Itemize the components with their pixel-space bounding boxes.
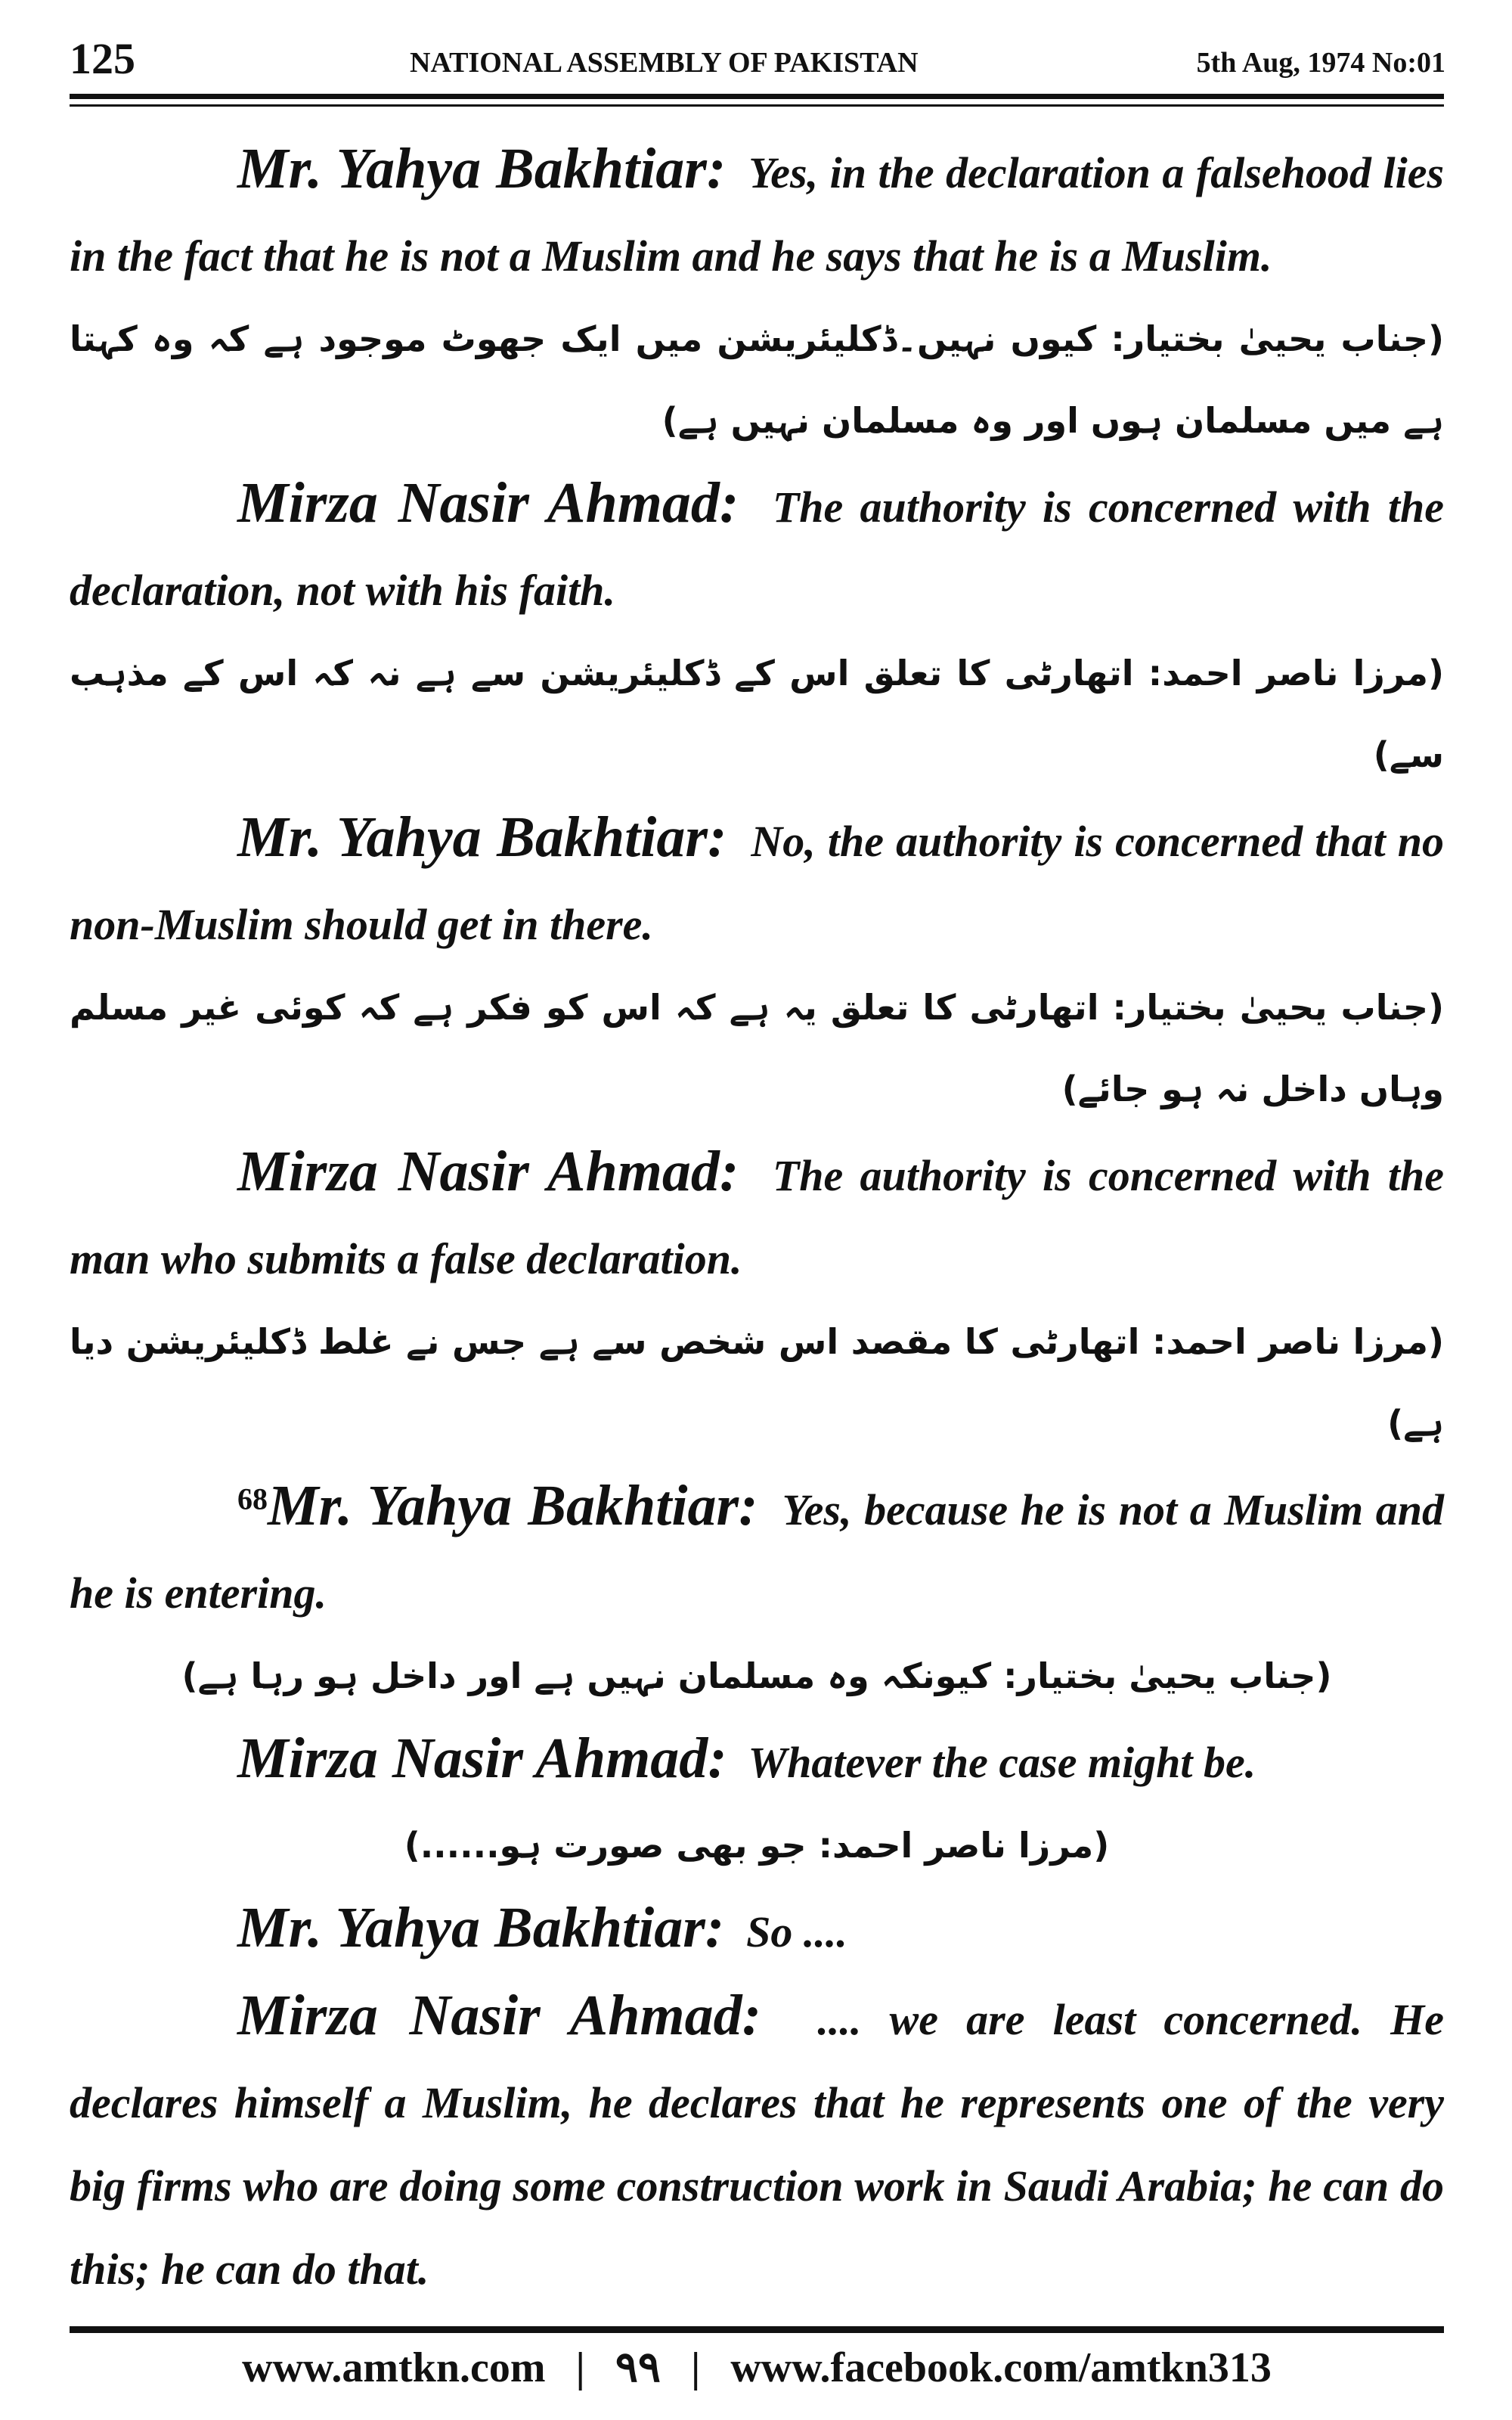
footer-separator: | <box>575 2344 585 2391</box>
speaker-name: Mirza Nasir Ahmad: <box>237 1140 739 1203</box>
transcript-body <box>70 127 1444 2311</box>
header-rule-thin <box>70 104 1444 107</box>
urdu-translation: (مرزا ناصر احمد: جو بھی صورت ہو......) <box>404 1825 1110 1866</box>
urdu-translation: (جناب یحییٰ بختیار: کیونکہ وہ مسلمان نہیں ہے اور داخل ہو رہا ہے) <box>181 1655 1332 1696</box>
transcript-paragraph <box>70 461 1444 632</box>
transcript-paragraph <box>70 796 1444 966</box>
page-header <box>70 29 1445 89</box>
transcript-paragraph <box>70 1886 1444 1974</box>
transcript-paragraph <box>70 1974 1444 2311</box>
speech-text: The authority is concerned with the man who submits a false declaration. <box>70 1151 1444 1283</box>
speaker-name: Mr. Yahya Bakhtiar: <box>268 1474 758 1537</box>
speech-text: Whatever the case might be. <box>748 1738 1256 1787</box>
facebook-link[interactable]: www.facebook.com/amtkn313 <box>730 2344 1272 2391</box>
speech-text: No, the authority is concerned that no non-Muslim should get in there. <box>70 817 1445 949</box>
speaker-name: Mr. Yahya Bakhtiar: <box>237 137 727 200</box>
page-footer <box>70 2341 1444 2394</box>
footer-page-marker: ۹۹ <box>615 2344 661 2391</box>
speech-text: Yes, in the declaration a falsehood lies in the fact that he is not a Muslim and he says that he is a Muslim. <box>70 148 1445 281</box>
urdu-translation: (جناب یحییٰ بختیار: کیوں نہیں۔ڈکلیئریشن میں ایک جھوٹ موجود ہے کہ وہ کہتا ہے میں مسلمان ہوں اور وہ مسلمان نہیں ہے) <box>70 318 1444 441</box>
page-marker-superscript: 68 <box>237 1481 268 1516</box>
transcript-paragraph <box>70 1717 1444 1804</box>
header-rule-thick <box>70 94 1444 99</box>
speech-text: .... we are least concerned. He declares himself a Muslim, he declares that he represents one of the very big firms who are doing some construction work in Saudi Arabia; he can do this; he can do that. <box>70 1995 1445 2294</box>
speaker-name: Mirza Nasir Ahmad: <box>237 471 739 535</box>
transcript-paragraph <box>70 1130 1444 1301</box>
urdu-translation: (مرزا ناصر احمد: اتھارٹی کا مقصد اس شخص سے ہے جس نے غلط ڈکلیئریشن دیا ہے) <box>70 1321 1444 1444</box>
speech-text: The authority is concerned with the declaration, not with his faith. <box>70 482 1444 615</box>
speaker-name: Mirza Nasir Ahmad: <box>237 1727 727 1790</box>
speech-text: So .... <box>746 1907 847 1956</box>
session-date: 5th Aug, 1974 No:01 <box>1196 47 1445 79</box>
speaker-name: Mr. Yahya Bakhtiar: <box>237 805 727 869</box>
transcript-paragraph <box>70 1464 1444 1635</box>
footer-separator: | <box>690 2344 701 2391</box>
publication-title: NATIONAL ASSEMBLY OF PAKISTAN <box>410 47 919 79</box>
speaker-name: Mirza Nasir Ahmad: <box>237 1984 761 2047</box>
footer-rule <box>70 2326 1444 2333</box>
website-link[interactable]: www.amtkn.com <box>242 2344 546 2391</box>
urdu-translation: (جناب یحییٰ بختیار: اتھارٹی کا تعلق یہ ہے کہ اس کو فکر ہے کہ کوئی غیر مسلم وہاں داخل نہ ہو جائے) <box>70 987 1444 1109</box>
page-number: 125 <box>70 34 135 83</box>
speech-text: Yes, because he is not a Muslim and he is entering. <box>70 1485 1445 1618</box>
transcript-paragraph <box>70 127 1444 298</box>
speaker-name: Mr. Yahya Bakhtiar: <box>237 1896 725 1959</box>
urdu-translation: (مرزا ناصر احمد: اتھارٹی کا تعلق اس کے ڈکلیئریشن سے ہے نہ کہ اس کے مذہب سے) <box>70 653 1444 775</box>
